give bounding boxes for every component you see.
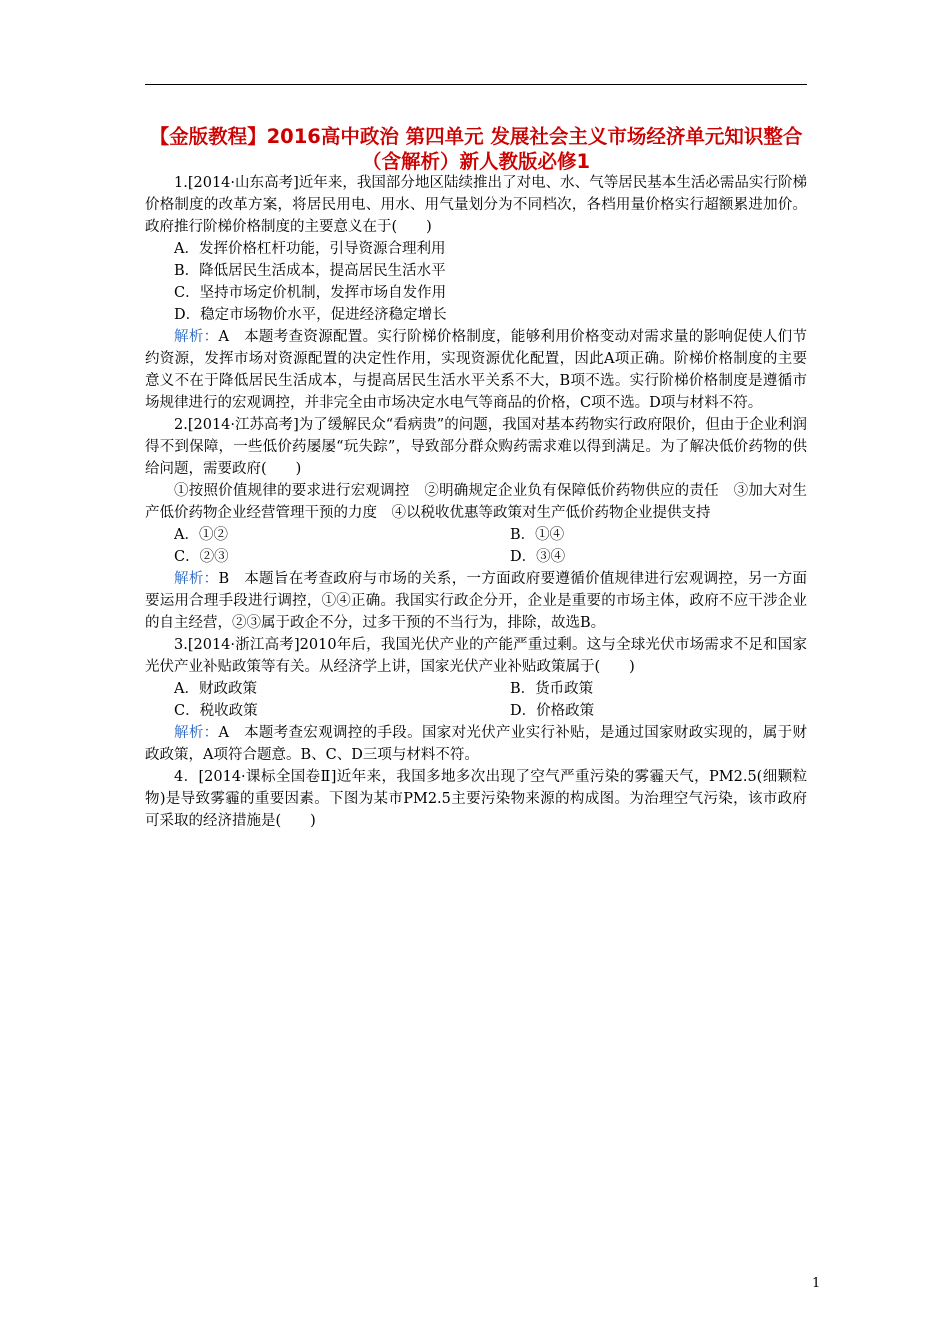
question-1-option-b: B．降低居民生活成本，提高居民生活水平 bbox=[174, 263, 446, 279]
analysis-text: A 本题考查宏观调控的手段。国家对光伏产业实行补贴，是通过国家财政实现的，属于财政政策，A项符合题意。B、C、D三项与材料不符。 bbox=[145, 725, 808, 763]
document-title: 【金版教程】2016高中政治 第四单元 发展社会主义市场经济单元知识整合（含解析）新人教版必修1 bbox=[149, 125, 803, 173]
analysis-text: A 本题考查资源配置。实行阶梯价格制度，能够利用价格变动对需求量的影响促使人们节约资源，发挥市场对资源配置的决定性作用，实现资源优化配置，因此A项正确。阶梯价格制度的主要意义不在于降低居民生活成本，与提高居民生活水平关系不大，B项不选。实行阶梯价格制度是遵循市场规律进行的宏观调控，并非完全由市场决定水电气等商品的价格，C项不选。D项与材料不符。 bbox=[145, 329, 808, 411]
question-1-stem: 1.[2014·山东高考]近年来，我国部分地区陆续推出了对电、水、气等居民基本生活必需品实行阶梯价格制度的改革方案，将居民用电、用水、用气量划分为不同档次，各档用量价格实行超额累进加价。政府推行阶梯价格制度的主要意义在于( ) bbox=[145, 175, 807, 235]
question-3-analysis bbox=[145, 722, 807, 766]
question-1-option-a: A．发挥价格杠杆功能，引导资源合理利用 bbox=[174, 241, 446, 257]
question-2-option-b: B．①④ bbox=[510, 527, 565, 543]
question-2-items: ①按照价值规律的要求进行宏观调控 ②明确规定企业负有保障低价药物供应的责任 ③加大对生产低价药物企业经营管理干预的力度 ④以税收优惠等政策对生产低价药物企业提供支持 bbox=[145, 483, 807, 521]
question-2-option-d: D．③④ bbox=[510, 549, 566, 565]
question-2-options-row-1 bbox=[145, 524, 807, 546]
analysis-label: 解析： bbox=[174, 329, 219, 345]
question-4-stem: 4．[2014·课标全国卷Ⅱ]近年来，我国多地多次出现了空气严重污染的雾霾天气，PM2.5(细颗粒物)是导致雾霾的重要因素。下图为某市PM2.5主要污染物来源的构成图。为治理空气污染，该市政府可采取的经济措施是( ) bbox=[145, 769, 807, 829]
question-3-options-row-2 bbox=[145, 700, 807, 722]
page-number: 1 bbox=[812, 1276, 821, 1291]
question-2-option-a: A．①② bbox=[174, 527, 228, 543]
question-3-option-b: B．货币政策 bbox=[510, 681, 594, 697]
header-rule bbox=[145, 84, 807, 85]
question-1-option-d: D．稳定市场物价水平，促进经济稳定增长 bbox=[174, 307, 447, 323]
question-3-options-row-1 bbox=[145, 678, 807, 700]
question-3-option-d: D．价格政策 bbox=[510, 703, 595, 719]
document-body bbox=[145, 172, 807, 832]
question-2-options-row-2 bbox=[145, 546, 807, 568]
question-3-option-c: C．税收政策 bbox=[174, 703, 258, 719]
question-1-analysis bbox=[145, 326, 807, 414]
question-1-option-c: C．坚持市场定价机制，发挥市场自发作用 bbox=[174, 285, 447, 301]
question-2-analysis bbox=[145, 568, 807, 634]
question-3-stem: 3.[2014·浙江高考]2010年后，我国光伏产业的产能严重过剩。这与全球光伏市场需求不足和国家光伏产业补贴政策等有关。从经济学上讲，国家光伏产业补贴政策属于( ) bbox=[145, 637, 807, 675]
question-3-option-a: A．财政政策 bbox=[174, 681, 257, 697]
analysis-text: B 本题旨在考查政府与市场的关系，一方面政府要遵循价值规律进行宏观调控，另一方面要运用合理手段进行调控，①④正确。我国实行政企分开，企业是重要的市场主体，政府不应干涉企业的自主经营，②③属于政企不分，过多干预的不当行为，排除，故选B。 bbox=[145, 571, 807, 631]
analysis-label: 解析： bbox=[174, 725, 219, 741]
analysis-label: 解析： bbox=[174, 571, 219, 587]
question-2-stem: 2.[2014·江苏高考]为了缓解民众“看病贵”的问题，我国对基本药物实行政府限价，但由于企业利润得不到保障，一些低价药屡屡“玩失踪”，导致部分群众购药需求难以得到满足。为了解决低价药物的供给问题，需要政府( ) bbox=[145, 417, 807, 477]
question-2-option-c: C．②③ bbox=[174, 549, 229, 565]
